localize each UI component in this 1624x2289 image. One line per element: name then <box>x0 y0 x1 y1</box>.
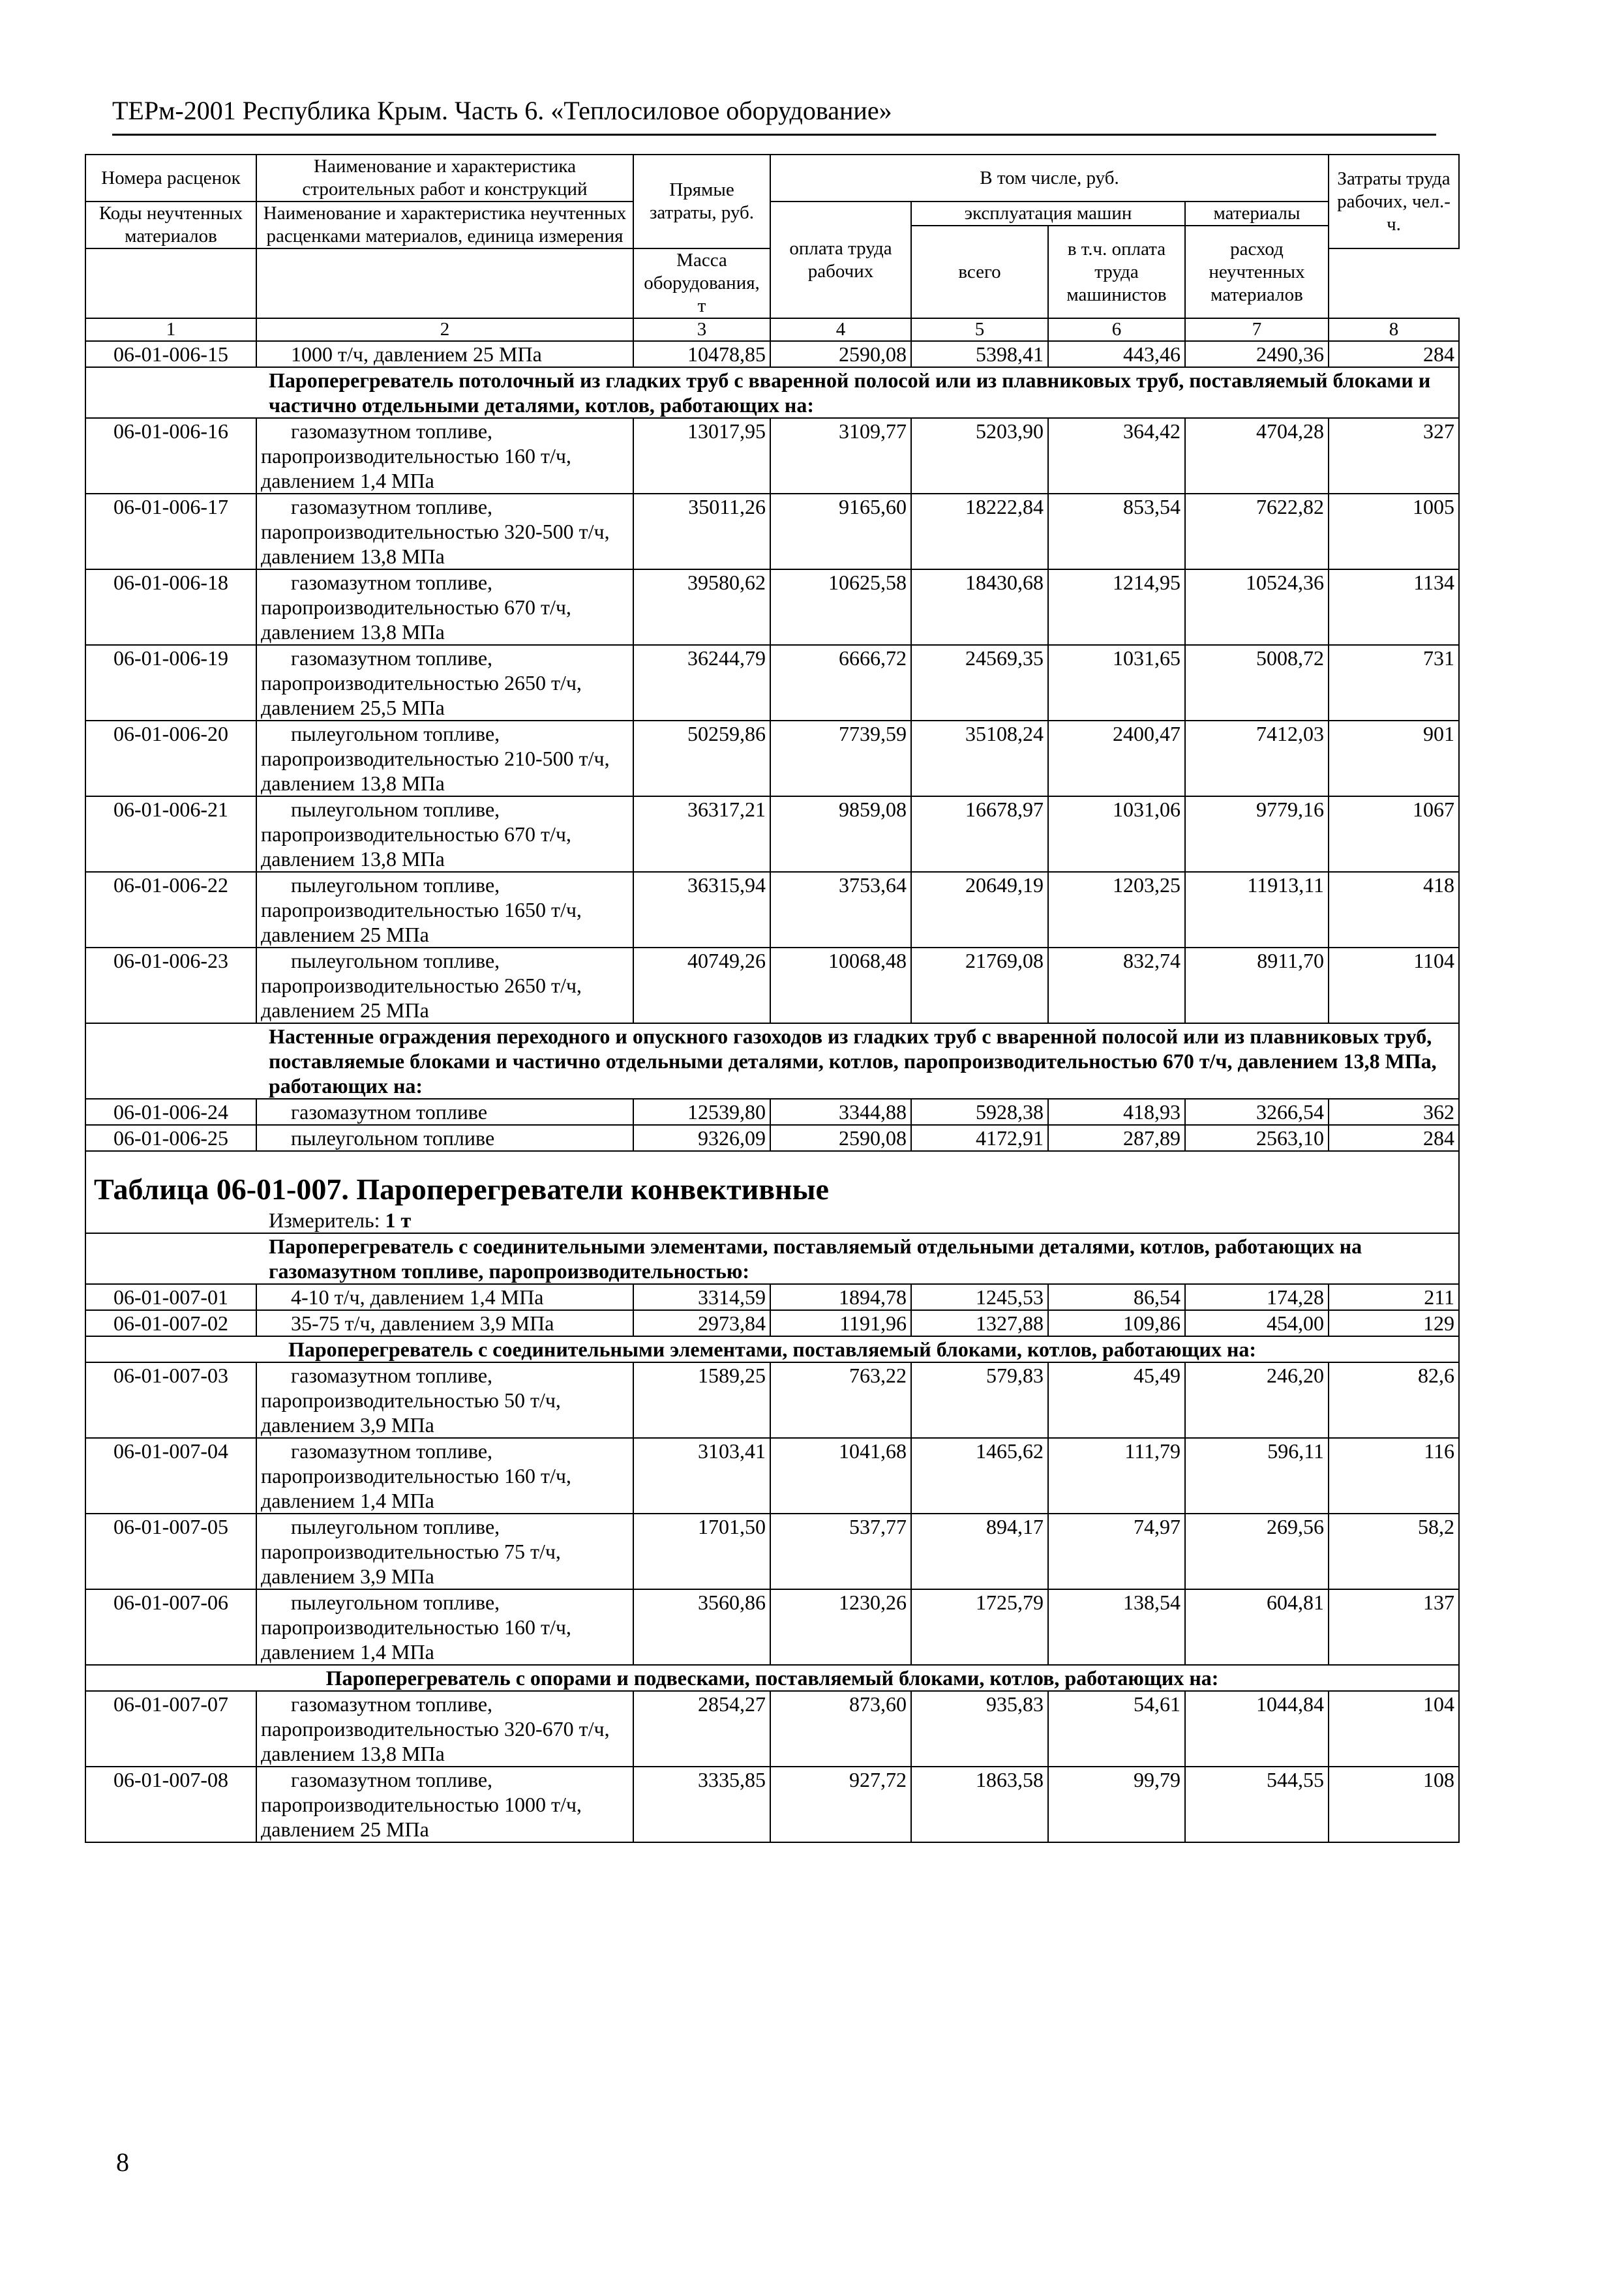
section-heading-row <box>85 1665 1459 1691</box>
machines-total: 1725,79 <box>911 1589 1048 1665</box>
operator-pay: 287,89 <box>1048 1125 1185 1151</box>
worker-pay: 10068,48 <box>770 948 911 1023</box>
material-consumption: 3266,54 <box>1185 1099 1329 1125</box>
rate-code: 06-01-007-07 <box>85 1691 256 1767</box>
section-heading-row <box>85 367 1459 418</box>
column-number: 1 <box>85 318 256 341</box>
worker-pay: 2590,08 <box>770 1125 911 1151</box>
direct-costs: 39580,62 <box>633 569 770 645</box>
col-header-material-consumption: расход неучтенных материалов <box>1185 226 1329 318</box>
operator-pay: 99,79 <box>1048 1767 1185 1842</box>
material-consumption: 11913,11 <box>1185 872 1329 948</box>
direct-costs: 2973,84 <box>633 1310 770 1336</box>
labor-costs: 731 <box>1329 645 1459 721</box>
material-consumption: 10524,36 <box>1185 569 1329 645</box>
operator-pay: 364,42 <box>1048 418 1185 494</box>
table-row <box>85 645 1459 721</box>
worker-pay: 6666,72 <box>770 645 911 721</box>
worker-pay: 1191,96 <box>770 1310 911 1336</box>
table-row <box>85 494 1459 569</box>
direct-costs: 3314,59 <box>633 1284 770 1310</box>
machines-total: 1465,62 <box>911 1438 1048 1514</box>
rate-description: пылеугольном топливе, паропроизводительностью 2650 т/ч, давлением 25 МПа <box>256 948 633 1023</box>
machines-total: 21769,08 <box>911 948 1048 1023</box>
section-heading: Настенные ограждения переходного и опускного газоходов из гладких труб с вваренной полосой или из плавниковых труб, поставляемые блоками и частично отдельными деталями, котлов, паропроизводительностью 670 т/ч, давлением 13,8 МПа, работающих на: <box>85 1023 1459 1099</box>
worker-pay: 9859,08 <box>770 796 911 872</box>
table-row <box>85 1099 1459 1125</box>
rate-code: 06-01-006-15 <box>85 341 256 367</box>
table-title: Таблица 06-01-007. Пароперегреватели конвективные <box>85 1151 1459 1208</box>
material-consumption: 4704,28 <box>1185 418 1329 494</box>
material-consumption: 8911,70 <box>1185 948 1329 1023</box>
labor-costs: 82,6 <box>1329 1362 1459 1438</box>
machines-total: 16678,97 <box>911 796 1048 872</box>
worker-pay: 3109,77 <box>770 418 911 494</box>
meter-row <box>85 1208 1459 1233</box>
labor-costs: 284 <box>1329 1125 1459 1151</box>
material-consumption: 1044,84 <box>1185 1691 1329 1767</box>
col-header-materials: материалы <box>1185 202 1329 226</box>
operator-pay: 443,46 <box>1048 341 1185 367</box>
direct-costs: 3560,86 <box>633 1589 770 1665</box>
col-header-material-name: Наименование и характеристика неучтенных расценками материалов, единица измерения <box>256 202 633 248</box>
section-heading: Пароперегреватель с соединительными элементами, поставляемый блоками, котлов, работающих на: <box>85 1336 1459 1362</box>
rate-code: 06-01-006-18 <box>85 569 256 645</box>
operator-pay: 45,49 <box>1048 1362 1185 1438</box>
rate-code: 06-01-007-01 <box>85 1284 256 1310</box>
material-consumption: 596,11 <box>1185 1438 1329 1514</box>
machines-total: 579,83 <box>911 1362 1048 1438</box>
operator-pay: 111,79 <box>1048 1438 1185 1514</box>
rate-description: 35-75 т/ч, давлением 3,9 МПа <box>256 1310 633 1336</box>
material-consumption: 7412,03 <box>1185 721 1329 796</box>
material-consumption: 454,00 <box>1185 1310 1329 1336</box>
table-row <box>85 796 1459 872</box>
worker-pay: 3753,64 <box>770 872 911 948</box>
table-row <box>85 1691 1459 1767</box>
worker-pay: 10625,58 <box>770 569 911 645</box>
running-header: ТЕРм-2001 Республика Крым. Часть 6. «Теплосиловое оборудование» <box>112 95 1436 136</box>
operator-pay: 2400,47 <box>1048 721 1185 796</box>
material-consumption: 7622,82 <box>1185 494 1329 569</box>
material-consumption: 2563,10 <box>1185 1125 1329 1151</box>
labor-costs: 327 <box>1329 418 1459 494</box>
machines-total: 5398,41 <box>911 341 1048 367</box>
material-consumption: 2490,36 <box>1185 341 1329 367</box>
rate-code: 06-01-006-20 <box>85 721 256 796</box>
rate-code: 06-01-006-17 <box>85 494 256 569</box>
rate-code: 06-01-006-16 <box>85 418 256 494</box>
material-consumption: 269,56 <box>1185 1514 1329 1589</box>
labor-costs: 137 <box>1329 1589 1459 1665</box>
rate-description: газомазутном топливе, паропроизводительностью 160 т/ч, давлением 1,4 МПа <box>256 1438 633 1514</box>
rate-code: 06-01-007-04 <box>85 1438 256 1514</box>
section-heading-row <box>85 1233 1459 1284</box>
operator-pay: 853,54 <box>1048 494 1185 569</box>
col-header-operator-pay: в т.ч. оплата труда машинистов <box>1048 226 1185 318</box>
machines-total: 20649,19 <box>911 872 1048 948</box>
section-heading: Пароперегреватель с соединительными элементами, поставляемый отдельными деталями, котлов, работающих на газомазутном топливе, паропроизводительностью: <box>85 1233 1459 1284</box>
section-heading: Пароперегреватель потолочный из гладких труб с вваренной полосой или из плавниковых труб, поставляемый блоками и частично отдельными деталями, котлов, работающих на: <box>85 367 1459 418</box>
operator-pay: 1203,25 <box>1048 872 1185 948</box>
direct-costs: 9326,09 <box>633 1125 770 1151</box>
worker-pay: 3344,88 <box>770 1099 911 1125</box>
rate-description: газомазутном топливе, паропроизводительностью 50 т/ч, давлением 3,9 МПа <box>256 1362 633 1438</box>
direct-costs: 2854,27 <box>633 1691 770 1767</box>
table-row <box>85 1362 1459 1438</box>
column-number: 6 <box>1048 318 1185 341</box>
operator-pay: 832,74 <box>1048 948 1185 1023</box>
direct-costs: 3103,41 <box>633 1438 770 1514</box>
rate-description: 4-10 т/ч, давлением 1,4 МПа <box>256 1284 633 1310</box>
col-header-direct-costs: Прямые затраты, руб. <box>633 155 770 248</box>
labor-costs: 104 <box>1329 1691 1459 1767</box>
rate-code: 06-01-006-21 <box>85 796 256 872</box>
rate-description: пылеугольном топливе, паропроизводительностью 210-500 т/ч, давлением 13,8 МПа <box>256 721 633 796</box>
direct-costs: 35011,26 <box>633 494 770 569</box>
table-row <box>85 1438 1459 1514</box>
column-number: 5 <box>911 318 1048 341</box>
rate-code: 06-01-007-08 <box>85 1767 256 1842</box>
machines-total: 18222,84 <box>911 494 1048 569</box>
labor-costs: 116 <box>1329 1438 1459 1514</box>
machines-total: 1245,53 <box>911 1284 1048 1310</box>
direct-costs: 40749,26 <box>633 948 770 1023</box>
machines-total: 1327,88 <box>911 1310 1048 1336</box>
worker-pay: 927,72 <box>770 1767 911 1842</box>
direct-costs: 3335,85 <box>633 1767 770 1842</box>
direct-costs: 36315,94 <box>633 872 770 948</box>
worker-pay: 873,60 <box>770 1691 911 1767</box>
direct-costs: 36244,79 <box>633 645 770 721</box>
machines-total: 5928,38 <box>911 1099 1048 1125</box>
worker-pay: 9165,60 <box>770 494 911 569</box>
machines-total: 18430,68 <box>911 569 1048 645</box>
rate-code: 06-01-006-23 <box>85 948 256 1023</box>
machines-total: 4172,91 <box>911 1125 1048 1151</box>
rate-description: газомазутном топливе, паропроизводительностью 1000 т/ч, давлением 25 МПа <box>256 1767 633 1842</box>
worker-pay: 1230,26 <box>770 1589 911 1665</box>
worker-pay: 1041,68 <box>770 1438 911 1514</box>
labor-costs: 129 <box>1329 1310 1459 1336</box>
machines-total: 935,83 <box>911 1691 1048 1767</box>
table-row <box>85 1589 1459 1665</box>
material-consumption: 604,81 <box>1185 1589 1329 1665</box>
col-header-spacer <box>85 248 256 318</box>
operator-pay: 138,54 <box>1048 1589 1185 1665</box>
operator-pay: 1214,95 <box>1048 569 1185 645</box>
table-row <box>85 872 1459 948</box>
table-row <box>85 948 1459 1023</box>
col-header-labor-costs: Затраты труда рабочих, чел.-ч. <box>1329 155 1459 248</box>
labor-costs: 1104 <box>1329 948 1459 1023</box>
table-row <box>85 1125 1459 1151</box>
material-consumption: 9779,16 <box>1185 796 1329 872</box>
col-header-including: В том числе, руб. <box>770 155 1329 202</box>
machines-total: 894,17 <box>911 1514 1048 1589</box>
labor-costs: 901 <box>1329 721 1459 796</box>
machines-total: 35108,24 <box>911 721 1048 796</box>
rate-code: 06-01-007-06 <box>85 1589 256 1665</box>
section-heading-row <box>85 1023 1459 1099</box>
rate-description: пылеугольном топливе, паропроизводительностью 1650 т/ч, давлением 25 МПа <box>256 872 633 948</box>
table-row <box>85 721 1459 796</box>
meter-value: 1 т <box>385 1208 412 1232</box>
labor-costs: 58,2 <box>1329 1514 1459 1589</box>
direct-costs: 1701,50 <box>633 1514 770 1589</box>
table-title-row <box>85 1151 1459 1208</box>
operator-pay: 1031,65 <box>1048 645 1185 721</box>
worker-pay: 1894,78 <box>770 1284 911 1310</box>
machines-total: 1863,58 <box>911 1767 1048 1842</box>
operator-pay: 418,93 <box>1048 1099 1185 1125</box>
table-row <box>85 418 1459 494</box>
operator-pay: 1031,06 <box>1048 796 1185 872</box>
col-header-machines: эксплуатация машин <box>911 202 1185 226</box>
labor-costs: 362 <box>1329 1099 1459 1125</box>
col-header-equipment-mass: Масса оборудования, т <box>633 248 770 318</box>
material-consumption: 174,28 <box>1185 1284 1329 1310</box>
direct-costs: 13017,95 <box>633 418 770 494</box>
rates-table-container <box>85 154 1458 1843</box>
rate-description: газомазутном топливе, паропроизводительностью 320-670 т/ч, давлением 13,8 МПа <box>256 1691 633 1767</box>
rate-description: пылеугольном топливе, паропроизводительностью 670 т/ч, давлением 13,8 МПа <box>256 796 633 872</box>
column-number: 8 <box>1329 318 1459 341</box>
rate-description: 1000 т/ч, давлением 25 МПа <box>256 341 633 367</box>
col-header-material-codes: Коды неучтенных материалов <box>85 202 256 248</box>
rate-code: 06-01-006-25 <box>85 1125 256 1151</box>
table-row <box>85 341 1459 367</box>
labor-costs: 108 <box>1329 1767 1459 1842</box>
section-heading: Пароперегреватель с опорами и подвесками, поставляемый блоками, котлов, работающих на: <box>85 1665 1459 1691</box>
operator-pay: 86,54 <box>1048 1284 1185 1310</box>
direct-costs: 50259,86 <box>633 721 770 796</box>
rate-code: 06-01-006-24 <box>85 1099 256 1125</box>
rate-code: 06-01-007-03 <box>85 1362 256 1438</box>
rate-description: газомазутном топливе, паропроизводительностью 320-500 т/ч, давлением 13,8 МПа <box>256 494 633 569</box>
rate-code: 06-01-006-22 <box>85 872 256 948</box>
rate-description: пылеугольном топливе <box>256 1125 633 1151</box>
direct-costs: 1589,25 <box>633 1362 770 1438</box>
material-consumption: 544,55 <box>1185 1767 1329 1842</box>
table-row <box>85 1310 1459 1336</box>
column-number: 2 <box>256 318 633 341</box>
column-numbers-row <box>85 318 1459 341</box>
rate-code: 06-01-007-02 <box>85 1310 256 1336</box>
operator-pay: 109,86 <box>1048 1310 1185 1336</box>
rate-description: пылеугольном топливе, паропроизводительностью 75 т/ч, давлением 3,9 МПа <box>256 1514 633 1589</box>
worker-pay: 763,22 <box>770 1362 911 1438</box>
table-row <box>85 569 1459 645</box>
machines-total: 5203,90 <box>911 418 1048 494</box>
material-consumption: 246,20 <box>1185 1362 1329 1438</box>
rate-description: газомазутном топливе, паропроизводительностью 670 т/ч, давлением 13,8 МПа <box>256 569 633 645</box>
rate-description: газомазутном топливе, паропроизводительностью 160 т/ч, давлением 1,4 МПа <box>256 418 633 494</box>
direct-costs: 12539,80 <box>633 1099 770 1125</box>
operator-pay: 54,61 <box>1048 1691 1185 1767</box>
rate-description: газомазутном топливе, паропроизводительностью 2650 т/ч, давлением 25,5 МПа <box>256 645 633 721</box>
worker-pay: 537,77 <box>770 1514 911 1589</box>
column-number: 4 <box>770 318 911 341</box>
machines-total: 24569,35 <box>911 645 1048 721</box>
col-header-spacer <box>256 248 633 318</box>
operator-pay: 74,97 <box>1048 1514 1185 1589</box>
labor-costs: 211 <box>1329 1284 1459 1310</box>
rates-table <box>85 154 1460 1843</box>
direct-costs: 10478,85 <box>633 341 770 367</box>
meter-cell <box>85 1208 1459 1233</box>
col-header-rate-numbers: Номера расценок <box>85 155 256 202</box>
rate-code: 06-01-006-19 <box>85 645 256 721</box>
table-row <box>85 1514 1459 1589</box>
labor-costs: 1067 <box>1329 796 1459 872</box>
table-row <box>85 1767 1459 1842</box>
labor-costs: 1005 <box>1329 494 1459 569</box>
meter-label: Измеритель: <box>269 1208 380 1232</box>
col-header-machines-total: всего <box>911 226 1048 318</box>
rate-description: газомазутном топливе <box>256 1099 633 1125</box>
column-number: 7 <box>1185 318 1329 341</box>
material-consumption: 5008,72 <box>1185 645 1329 721</box>
rate-code: 06-01-007-05 <box>85 1514 256 1589</box>
rate-description: пылеугольном топливе, паропроизводительностью 160 т/ч, давлением 1,4 МПа <box>256 1589 633 1665</box>
page-number: 8 <box>116 2147 129 2177</box>
direct-costs: 36317,21 <box>633 796 770 872</box>
col-header-work-name: Наименование и характеристика строительных работ и конструкций <box>256 155 633 202</box>
labor-costs: 418 <box>1329 872 1459 948</box>
column-number: 3 <box>633 318 770 341</box>
col-header-worker-pay: оплата труда рабочих <box>770 202 911 318</box>
section-heading-row <box>85 1336 1459 1362</box>
table-row <box>85 1284 1459 1310</box>
worker-pay: 7739,59 <box>770 721 911 796</box>
labor-costs: 284 <box>1329 341 1459 367</box>
worker-pay: 2590,08 <box>770 341 911 367</box>
labor-costs: 1134 <box>1329 569 1459 645</box>
